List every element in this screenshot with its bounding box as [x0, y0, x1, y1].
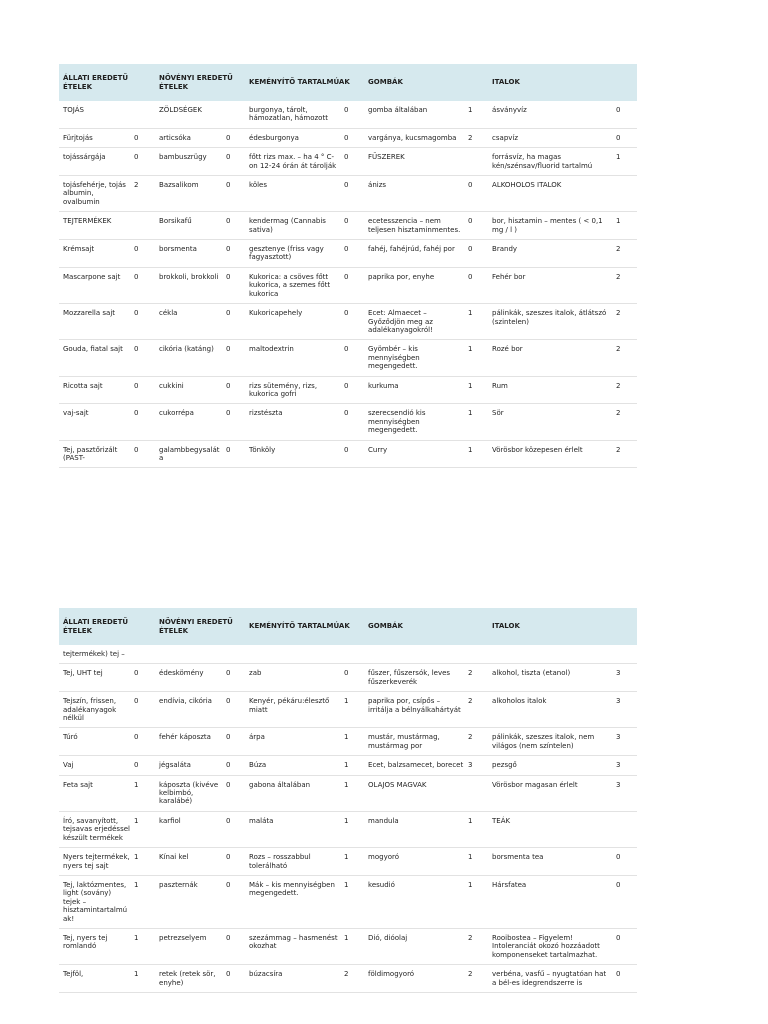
food-item: rizs sütemény, rizs, kukorica gofri: [245, 376, 343, 404]
histamine-score: 0: [133, 240, 155, 268]
table-row: [59, 176, 637, 212]
food-item: gomba általában: [364, 101, 467, 128]
food-item: TOJÁS: [59, 101, 133, 128]
histamine-score: 0: [343, 128, 364, 147]
food-item: Feta sajt: [59, 775, 133, 811]
histamine-score: 1: [467, 811, 488, 847]
food-item: Kenyér, pékáru:élesztő miatt: [245, 692, 343, 728]
food-item: cékla: [155, 304, 225, 340]
table-row: [59, 148, 637, 176]
food-item: burgonya, tárolt, hámozatlan, hámozott: [245, 101, 343, 128]
histamine-score: 0: [343, 440, 364, 468]
header-row: [59, 64, 637, 101]
histamine-score: 1: [133, 775, 155, 811]
histamine-score: 0: [225, 848, 245, 876]
histamine-score: 2: [467, 965, 488, 993]
histamine-score: 1: [467, 340, 488, 376]
food-item: alkohol, tiszta (etanol): [488, 664, 615, 692]
histamine-score: 0: [467, 176, 488, 212]
histamine-score: 2: [615, 267, 637, 303]
histamine-score: 0: [133, 340, 155, 376]
food-item: Rum: [488, 376, 615, 404]
food-item: paprika por, enyhe: [364, 267, 467, 303]
table-row: [59, 848, 637, 876]
food-item: édesburgonya: [245, 128, 343, 147]
histamine-score: 0: [225, 965, 245, 993]
table-row: [59, 928, 637, 964]
food-item: karfiol: [155, 811, 225, 847]
food-item: borsmenta: [155, 240, 225, 268]
food-item: kendermag (Cannabis sativa): [245, 212, 343, 240]
histamine-score: 0: [225, 267, 245, 303]
histamine-score: 0: [133, 756, 155, 775]
histamine-score: [133, 101, 155, 128]
histamine-score: 2: [467, 128, 488, 147]
food-table-1: [59, 64, 637, 468]
food-item: maltodextrin: [245, 340, 343, 376]
histamine-score: 0: [225, 304, 245, 340]
food-item: Borsikafű: [155, 212, 225, 240]
histamine-score: 0: [225, 340, 245, 376]
header-mushrooms: GOMBÁK: [364, 608, 488, 645]
food-item: szezámmag – hasmenést okozhat: [245, 928, 343, 964]
food-item: Nyers tejtermékek, nyers tej sajt: [59, 848, 133, 876]
histamine-score: 0: [225, 756, 245, 775]
header-mushrooms: GOMBÁK: [364, 64, 488, 101]
histamine-score: 0: [225, 811, 245, 847]
header-plant: NÖVÉNYI EREDETŰ ÉTELEK: [155, 608, 245, 645]
histamine-score: 3: [615, 756, 637, 775]
table-row: [59, 692, 637, 728]
table-row: [59, 664, 637, 692]
food-item: ecetesszencia – nem teljesen hisztaminmentes.: [364, 212, 467, 240]
histamine-score: 0: [225, 928, 245, 964]
histamine-score: 1: [467, 101, 488, 128]
food-item: ALKOHOLOS ITALOK: [488, 176, 615, 212]
food-item: mustár, mustármag, mustármag por: [364, 728, 467, 756]
histamine-score: 2: [615, 304, 637, 340]
histamine-score: [615, 811, 637, 847]
food-item: Tej, UHT tej: [59, 664, 133, 692]
histamine-score: 0: [343, 240, 364, 268]
histamine-score: 0: [343, 304, 364, 340]
table-row: [59, 728, 637, 756]
food-item: vargánya, kucsmagomba: [364, 128, 467, 147]
food-item: gabona általában: [245, 775, 343, 811]
food-item: ánizs: [364, 176, 467, 212]
histamine-score: 0: [615, 928, 637, 964]
food-item: Fehér bor: [488, 267, 615, 303]
histamine-score: 1: [467, 440, 488, 468]
table-row: [59, 404, 637, 440]
food-item: cukorrépa: [155, 404, 225, 440]
food-item: árpa: [245, 728, 343, 756]
food-item: Kínai kel: [155, 848, 225, 876]
histamine-score: 0: [615, 965, 637, 993]
histamine-score: 0: [133, 440, 155, 468]
food-item: Író, savanyított, tejsavas erjedéssel készült termékek: [59, 811, 133, 847]
histamine-score: 2: [615, 376, 637, 404]
food-item: cukkini: [155, 376, 225, 404]
food-item: csapvíz: [488, 128, 615, 147]
food-item: Mák – kis mennyiségben megengedett.: [245, 875, 343, 928]
histamine-score: 1: [615, 148, 637, 176]
continuation-row: [59, 645, 637, 664]
food-item: Vaj: [59, 756, 133, 775]
food-item: Krémsajt: [59, 240, 133, 268]
food-item: káposzta (kivéve kelbimbó, karalábé): [155, 775, 225, 811]
food-item: kesudió: [364, 875, 467, 928]
table-row: [59, 875, 637, 928]
histamine-score: 1: [133, 811, 155, 847]
histamine-score: 1: [133, 848, 155, 876]
histamine-score: 0: [615, 848, 637, 876]
histamine-score: 0: [343, 176, 364, 212]
food-item: paszternák: [155, 875, 225, 928]
food-item: Brandy: [488, 240, 615, 268]
food-item: OLAJOS MAGVAK: [364, 775, 467, 811]
food-item: ZÖLDSÉGEK: [155, 101, 225, 128]
food-item: fűszer, fűszersók, leves fűszerkeverék: [364, 664, 467, 692]
food-item: Hársfatea: [488, 875, 615, 928]
table-row: [59, 376, 637, 404]
histamine-score: 0: [225, 692, 245, 728]
histamine-score: 1: [343, 728, 364, 756]
food-item: Tönköly: [245, 440, 343, 468]
food-item: Kukoricapehely: [245, 304, 343, 340]
histamine-score: 1: [133, 875, 155, 928]
histamine-score: 1: [467, 848, 488, 876]
table-row: [59, 775, 637, 811]
table-row: [59, 304, 637, 340]
table-row: [59, 101, 637, 128]
food-item: Tej, pasztőrizált (PAST-: [59, 440, 133, 468]
food-item: ásványvíz: [488, 101, 615, 128]
food-item: retek (retek sör, enyhe): [155, 965, 225, 993]
histamine-score: 0: [343, 404, 364, 440]
food-item: fahéj, fahéjrúd, fahéj por: [364, 240, 467, 268]
food-item: Ricotta sajt: [59, 376, 133, 404]
histamine-score: 0: [225, 728, 245, 756]
food-item: Curry: [364, 440, 467, 468]
food-item: főtt rizs max. – ha 4 ° C-on 12-24 órán át tárolják: [245, 148, 343, 176]
food-item: maláta: [245, 811, 343, 847]
histamine-score: 0: [225, 128, 245, 147]
food-item: Rozé bor: [488, 340, 615, 376]
food-item: jégsaláta: [155, 756, 225, 775]
food-item: tojássárgája: [59, 148, 133, 176]
table-row: [59, 240, 637, 268]
header-drinks: ITALOK: [488, 64, 637, 101]
histamine-score: 0: [615, 875, 637, 928]
food-item: Tejföl,: [59, 965, 133, 993]
histamine-score: 3: [615, 692, 637, 728]
histamine-score: 0: [225, 240, 245, 268]
histamine-score: 2: [467, 728, 488, 756]
food-item: TEJTERMÉKEK: [59, 212, 133, 240]
header-animal: ÁLLATI EREDETŰ ÉTELEK: [59, 64, 155, 101]
histamine-score: 0: [133, 267, 155, 303]
food-item: búzacsíra: [245, 965, 343, 993]
table-row: [59, 128, 637, 147]
histamine-score: 0: [133, 728, 155, 756]
histamine-score: 2: [615, 440, 637, 468]
table-row: [59, 811, 637, 847]
food-item: brokkoli, brokkoli: [155, 267, 225, 303]
histamine-score: 2: [615, 404, 637, 440]
histamine-score: 0: [225, 775, 245, 811]
food-item: vaj-sajt: [59, 404, 133, 440]
table-row: [59, 756, 637, 775]
histamine-score: 0: [615, 128, 637, 147]
food-item: petrezselyem: [155, 928, 225, 964]
food-item: endívia, cikória: [155, 692, 225, 728]
histamine-score: 0: [615, 101, 637, 128]
histamine-score: 1: [343, 875, 364, 928]
food-item: Mozzarella sajt: [59, 304, 133, 340]
histamine-score: 0: [343, 340, 364, 376]
histamine-score: 3: [615, 775, 637, 811]
header-starch: KEMÉNYÍTŐ TARTALMÚAK: [245, 608, 364, 645]
histamine-score: 2: [133, 176, 155, 212]
food-item: bambuszrügy: [155, 148, 225, 176]
food-item: földimogyoró: [364, 965, 467, 993]
histamine-score: 1: [343, 692, 364, 728]
histamine-score: 0: [225, 176, 245, 212]
food-item: szerecsendió kis mennyiségben megengedett.: [364, 404, 467, 440]
food-item: Búza: [245, 756, 343, 775]
histamine-score: 0: [225, 440, 245, 468]
histamine-score: 2: [615, 340, 637, 376]
table-row: [59, 267, 637, 303]
food-item: verbéna, vasfű – nyugtatóan hat a bél-es idegrendszerre is: [488, 965, 615, 993]
histamine-score: 1: [343, 811, 364, 847]
histamine-score: 2: [615, 240, 637, 268]
food-item: édeskömény: [155, 664, 225, 692]
histamine-score: [225, 101, 245, 128]
food-item: forrásvíz, ha magas kén/szénsav/fluorid tartalmú: [488, 148, 615, 176]
table-row: [59, 212, 637, 240]
histamine-score: 1: [467, 304, 488, 340]
histamine-score: 0: [133, 148, 155, 176]
histamine-score: 0: [225, 376, 245, 404]
histamine-score: [615, 176, 637, 212]
food-item: Rozs – rosszabbul tolerálható: [245, 848, 343, 876]
food-item: TEÁK: [488, 811, 615, 847]
food-item: Rooibostea – Figyelem! Intoleranciát okozó hozzáadott komponenseket tartalmazhat.: [488, 928, 615, 964]
histamine-score: 0: [133, 664, 155, 692]
food-item: bor, hisztamin – mentes ( < 0,1 mg / l ): [488, 212, 615, 240]
histamine-score: 2: [467, 928, 488, 964]
table-row: [59, 340, 637, 376]
header-row: [59, 608, 637, 645]
food-item: FŰSZEREK: [364, 148, 467, 176]
histamine-score: 0: [343, 148, 364, 176]
food-item: Ecet, balzsamecet, borecet: [364, 756, 467, 775]
continuation-text: tejtermékek) tej –: [59, 645, 637, 664]
food-item: köles: [245, 176, 343, 212]
histamine-score: 0: [133, 128, 155, 147]
food-item: Dió, dióolaj: [364, 928, 467, 964]
histamine-score: 3: [467, 756, 488, 775]
histamine-score: 0: [133, 692, 155, 728]
header-plant: NÖVÉNYI EREDETŰ ÉTELEK: [155, 64, 245, 101]
histamine-score: 2: [467, 692, 488, 728]
food-table-2: [59, 608, 637, 993]
histamine-score: 0: [343, 267, 364, 303]
food-item: mogyoró: [364, 848, 467, 876]
food-item: rizstészta: [245, 404, 343, 440]
histamine-score: 1: [343, 928, 364, 964]
histamine-score: 3: [615, 728, 637, 756]
histamine-score: [467, 775, 488, 811]
histamine-score: 1: [467, 376, 488, 404]
food-item: alkoholos italok: [488, 692, 615, 728]
histamine-score: 1: [133, 928, 155, 964]
food-item: borsmenta tea: [488, 848, 615, 876]
food-item: galambbegysaláta: [155, 440, 225, 468]
histamine-score: 0: [225, 404, 245, 440]
food-item: paprika por, csípős – irritálja a bélnyálkahártyát: [364, 692, 467, 728]
food-item: pálinkák, szeszes italok, átlátszó (szintelen): [488, 304, 615, 340]
histamine-score: 0: [225, 875, 245, 928]
food-item: Fürjtojás: [59, 128, 133, 147]
table-row: [59, 965, 637, 993]
food-item: kurkuma: [364, 376, 467, 404]
food-item: Gyömbér – kis mennyiségben megengedett.: [364, 340, 467, 376]
food-item: fehér káposzta: [155, 728, 225, 756]
food-item: pálinkák, szeszes italok, nem világos (nem színtelen): [488, 728, 615, 756]
histamine-score: 1: [467, 404, 488, 440]
histamine-score: 1: [615, 212, 637, 240]
histamine-score: 1: [343, 848, 364, 876]
histamine-score: 0: [343, 376, 364, 404]
food-item: Tej, laktózmentes, light (sovány) tejek – hisztamintartalmú ak!: [59, 875, 133, 928]
food-item: articsóka: [155, 128, 225, 147]
header-animal: ÁLLATI EREDETŰ ÉTELEK: [59, 608, 155, 645]
food-item: Mascarpone sajt: [59, 267, 133, 303]
histamine-score: 0: [133, 304, 155, 340]
histamine-score: 0: [343, 101, 364, 128]
histamine-score: 1: [343, 775, 364, 811]
histamine-score: 0: [225, 212, 245, 240]
histamine-score: 0: [343, 212, 364, 240]
food-item: Kukorica: a csöves főtt kukorica, a szemes főtt kukorica: [245, 267, 343, 303]
histamine-score: 0: [467, 212, 488, 240]
table-row: [59, 440, 637, 468]
food-item: mandula: [364, 811, 467, 847]
food-item: Tejszín, frissen, adalékanyagok nélkül: [59, 692, 133, 728]
histamine-score: 0: [467, 240, 488, 268]
histamine-score: 3: [615, 664, 637, 692]
food-item: Sör: [488, 404, 615, 440]
histamine-score: [467, 148, 488, 176]
food-item: tojásfehérje, tojás albumin, ovalbumin: [59, 176, 133, 212]
food-item: cikória (katáng): [155, 340, 225, 376]
food-item: zab: [245, 664, 343, 692]
histamine-score: 2: [343, 965, 364, 993]
histamine-score: 1: [467, 875, 488, 928]
food-item: Bazsalikom: [155, 176, 225, 212]
histamine-score: 1: [133, 965, 155, 993]
histamine-score: [133, 212, 155, 240]
header-starch: KEMÉNYÍTŐ TARTALMÚAK: [245, 64, 364, 101]
food-item: Ecet: Almaecet – Győződjön meg az adalékanyagokról!: [364, 304, 467, 340]
food-item: Tej, nyers tej romlandó: [59, 928, 133, 964]
food-item: pezsgő: [488, 756, 615, 775]
food-item: Túró: [59, 728, 133, 756]
food-item: Gouda, fiatal sajt: [59, 340, 133, 376]
header-drinks: ITALOK: [488, 608, 637, 645]
histamine-score: 0: [225, 664, 245, 692]
histamine-score: 0: [133, 376, 155, 404]
histamine-score: 0: [467, 267, 488, 303]
food-item: gesztenye (friss vagy fagyasztott): [245, 240, 343, 268]
histamine-score: 1: [343, 756, 364, 775]
food-item: Vörösbor közepesen érlelt: [488, 440, 615, 468]
food-item: Vörösbor magasan érlelt: [488, 775, 615, 811]
histamine-score: 0: [225, 148, 245, 176]
histamine-score: 0: [343, 664, 364, 692]
histamine-score: 0: [133, 404, 155, 440]
histamine-score: 2: [467, 664, 488, 692]
